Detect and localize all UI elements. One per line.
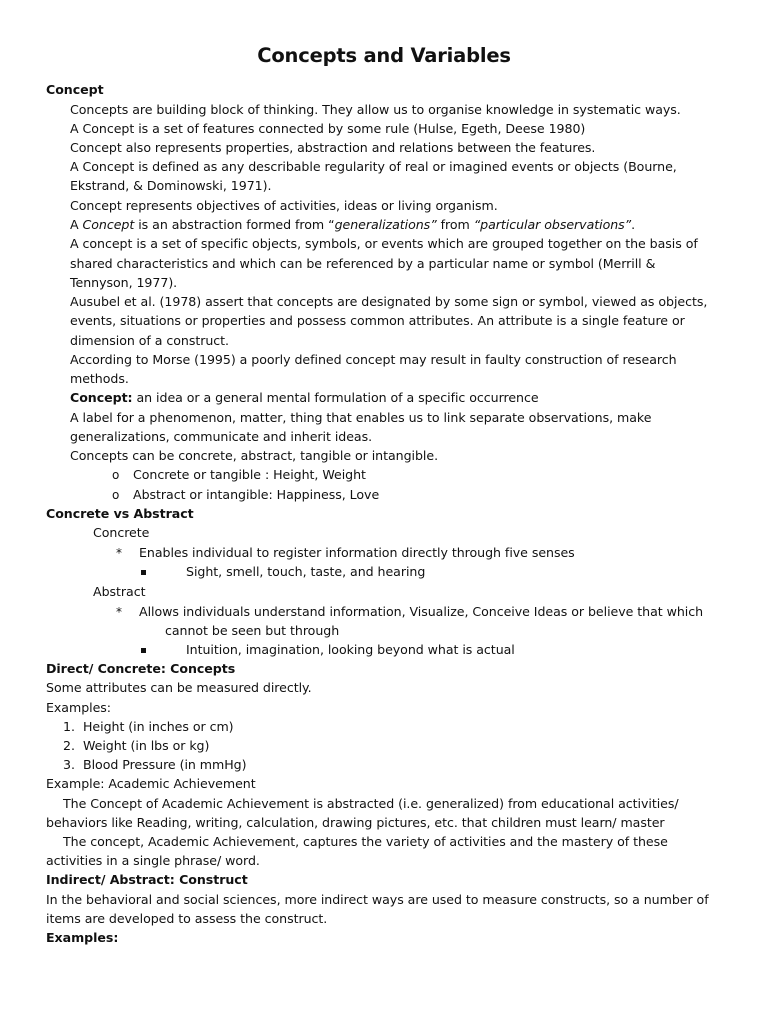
concept-colon-label: Concept: — [70, 390, 133, 405]
concept-line-4: A Concept is defined as any describable regularity of real or imagined events or objects (Bourne, — [70, 159, 677, 174]
subheading-concrete: Concrete — [93, 525, 150, 540]
subheading-abstract: Abstract — [93, 584, 146, 599]
concept-colon-text: an idea or a general mental formulation of a specific occurrence — [132, 390, 539, 405]
def-italic-generalizations: generalizations” — [334, 217, 437, 232]
indirect-line-1: In the behavioral and social sciences, more indirect ways are used to measure constructs, so a number of — [46, 892, 709, 907]
concrete-subpoint: Sight, smell, touch, taste, and hearing — [186, 564, 426, 579]
concept-line-18: generalizations, communicate and inherit ideas. — [70, 429, 373, 444]
concept-line-8: A concept is a set of specific objects, symbols, or events which are grouped together on the basis of — [70, 236, 698, 251]
abstract-point-line-2: cannot be seen but through — [165, 623, 340, 638]
academic-para-1-line-2: behaviors like Reading, writing, calculation, drawing pictures, etc. that children must learn/ master — [46, 815, 665, 830]
academic-para-1-line-1: The Concept of Academic Achievement is abstracted (i.e. generalized) from educational activities/ — [63, 796, 679, 811]
indirect-line-2: items are developed to assess the construct. — [46, 911, 328, 926]
star-bullet-icon: * — [116, 605, 122, 619]
abstract-subpoint: Intuition, imagination, looking beyond what is actual — [186, 642, 515, 657]
numbered-item-1 — [63, 719, 234, 735]
def-part-c: is an abstraction formed from “ — [134, 217, 335, 232]
concept-line-10: Tennyson, 1977). — [70, 275, 178, 290]
def-part-g: . — [631, 217, 636, 232]
concept-line-12: events, situations or properties and possess common attributes. An attribute is a single feature or — [70, 313, 685, 328]
def-italic-concept: Concept — [82, 217, 135, 232]
item-number: 1. — [63, 719, 75, 734]
item-text: Height (in inches or cm) — [83, 719, 234, 734]
def-part-e: from — [436, 217, 474, 232]
section-heading-concrete-vs-abstract: Concrete vs Abstract — [46, 506, 194, 521]
def-part-a: A — [70, 217, 83, 232]
concept-line-13: dimension of a construct. — [70, 333, 229, 348]
example-academic-achievement: Example: Academic Achievement — [46, 776, 256, 791]
section-heading-indirect-abstract: Indirect/ Abstract: Construct — [46, 872, 248, 887]
circle-bullet-icon: o — [112, 468, 120, 482]
concept-line-9: shared characteristics and which can be referenced by a particular name or symbol (Merrill & — [70, 256, 656, 271]
concept-line-14: According to Morse (1995) a poorly defined concept may result in faulty construction of research — [70, 352, 677, 367]
document-title: Concepts and Variables — [257, 44, 511, 67]
direct-examples-label: Examples: — [46, 700, 111, 715]
numbered-item-2 — [63, 738, 210, 754]
concept-type-concrete: Concrete or tangible : Height, Weight — [133, 467, 366, 482]
item-text: Weight (in lbs or kg) — [83, 738, 210, 753]
circle-bullet-icon: o — [112, 488, 120, 502]
item-number: 3. — [63, 757, 75, 772]
concept-line-3: Concept also represents properties, abstraction and relations between the features. — [70, 140, 596, 155]
concept-line-5: Ekstrand, & Dominowski, 1971). — [70, 178, 272, 193]
concept-line-17: A label for a phenomenon, matter, thing that enables us to link separate observations, make — [70, 410, 652, 425]
concept-type-abstract: Abstract or intangible: Happiness, Love — [133, 487, 380, 502]
item-text: Blood Pressure (in mmHg) — [83, 757, 247, 772]
indirect-examples-label: Examples: — [46, 930, 119, 945]
item-number: 2. — [63, 738, 75, 753]
abstract-point-line-1: Allows individuals understand information, Visualize, Conceive Ideas or believe that which — [139, 604, 704, 619]
star-bullet-icon: * — [116, 546, 122, 560]
square-bullet-icon — [141, 570, 146, 575]
section-heading-direct-concrete: Direct/ Concrete: Concepts — [46, 661, 236, 676]
concept-line-1: Concepts are building block of thinking. They allow us to organise knowledge in systematic ways. — [70, 102, 681, 117]
numbered-item-3 — [63, 757, 247, 773]
square-bullet-icon — [141, 648, 146, 653]
concept-line-19: Concepts can be concrete, abstract, tangible or intangible. — [70, 448, 439, 463]
section-heading-concept: Concept — [46, 82, 104, 97]
concept-line-15: methods. — [70, 371, 129, 386]
direct-intro: Some attributes can be measured directly. — [46, 680, 312, 695]
concept-line-11: Ausubel et al. (1978) assert that concepts are designated by some sign or symbol, viewed as objects, — [70, 294, 708, 309]
academic-para-2-line-2: activities in a single phrase/ word. — [46, 853, 260, 868]
concept-line-6: Concept represents objectives of activities, ideas or living organism. — [70, 198, 498, 213]
concept-colon-line — [70, 390, 539, 406]
concept-line-2: A Concept is a set of features connected by some rule (Hulse, Egeth, Deese 1980) — [70, 121, 586, 136]
concept-definition-line — [70, 217, 635, 233]
def-italic-observations: “particular observations” — [473, 217, 632, 232]
academic-para-2-line-1: The concept, Academic Achievement, captures the variety of activities and the mastery of these — [63, 834, 668, 849]
concrete-point: Enables individual to register information directly through five senses — [139, 545, 575, 560]
